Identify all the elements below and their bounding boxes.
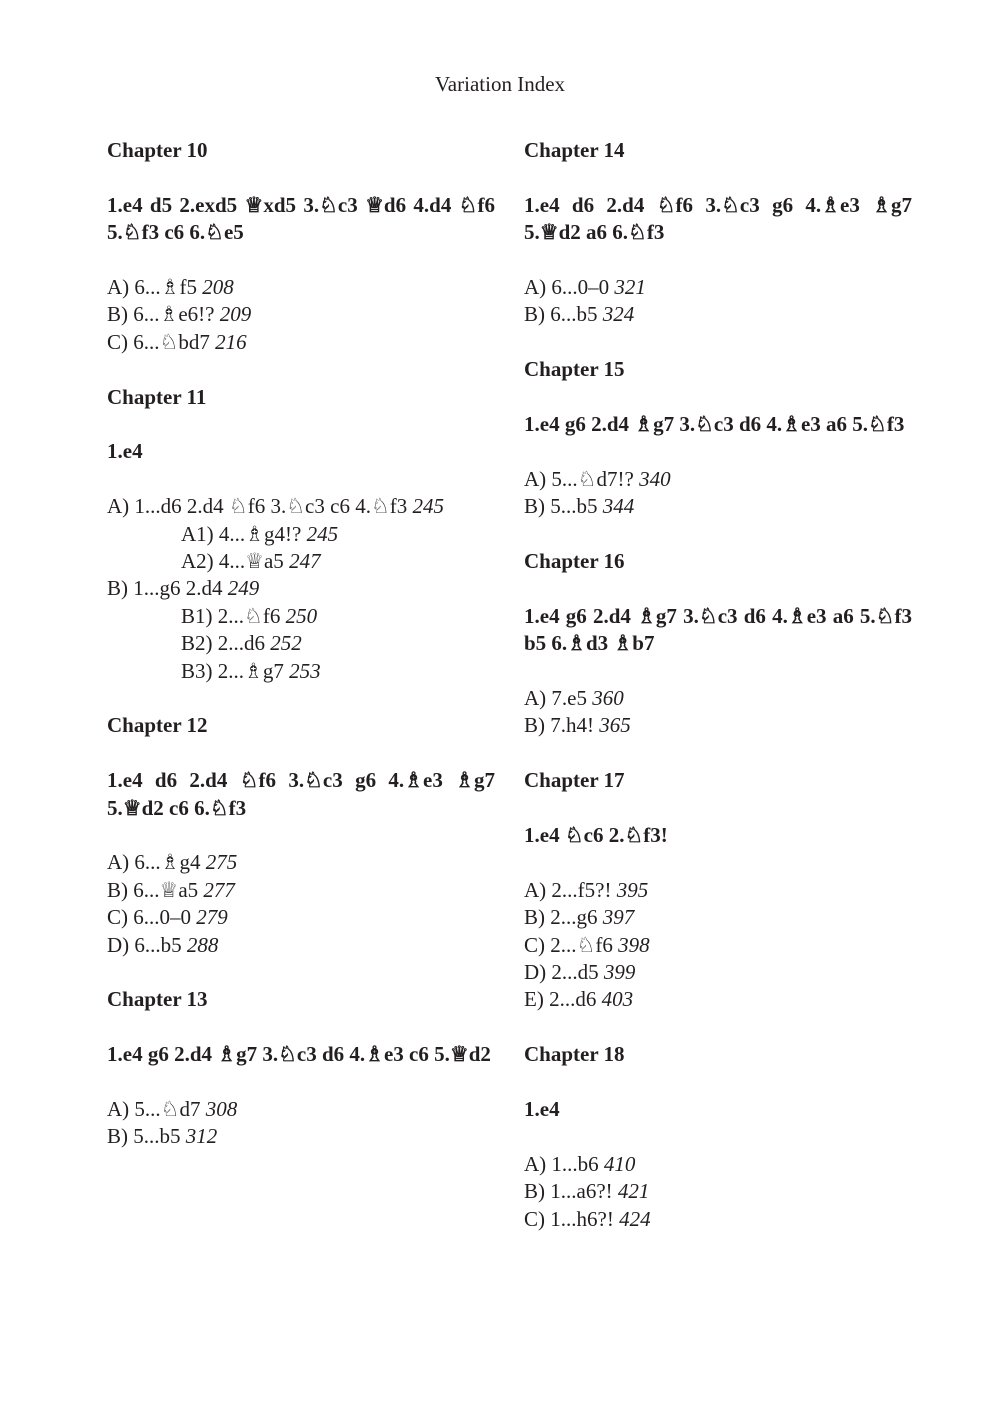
page-number: 403 [601,987,634,1012]
main-line-moves: 1.e4 g6 2.d4 ♗g7 3.♘c3 d6 4.♗e3 c6 5.♕d2 [107,1042,491,1067]
page-number: 250 [285,603,318,628]
variation-moves: A) 7.e5 [524,686,587,710]
page-number: 308 [205,1097,238,1122]
chapter-heading: Chapter 17 [524,768,625,793]
variation-moves: A) 1...b6 [524,1151,599,1176]
variation-moves: A) 6...0–0 [524,275,610,299]
variation-moves: B) 5...b5 [524,494,598,519]
variation-list [524,685,912,740]
variation-entry [107,603,495,630]
variation-moves: B) 5...b5 [107,1124,181,1149]
variation-moves: B) 7.h4! [524,713,594,738]
variation-entry [107,1123,495,1150]
variation-moves: D) 6...b5 [107,932,182,957]
variation-entry [107,274,495,301]
page-number: 245 [412,494,445,519]
chapter-heading: Chapter 11 [107,384,207,409]
variation-entry [107,521,495,548]
chapter-section [107,986,495,1150]
variation-entry [107,493,495,520]
chapter-section [107,712,495,959]
variation-entry [524,1178,912,1205]
page-number: 277 [203,877,235,902]
variation-moves: B) 1...a6?! [524,1179,613,1204]
variation-entry [107,301,495,328]
page-number: 279 [196,905,228,930]
chapter-heading: Chapter 15 [524,357,625,382]
variation-list [107,274,495,356]
variation-entry [107,575,495,602]
chapter-heading: Chapter 16 [524,549,625,573]
main-line-moves: 1.e4 g6 2.d4 ♗g7 3.♘c3 d6 4.♗e3 a6 5.♘f3 b5 6.♗d3 ♗b7 [524,603,912,656]
page-number: 421 [617,1179,650,1204]
variation-moves: B2) 2...d6 [181,631,265,656]
variation-moves: D) 2...d5 [524,960,599,985]
variation-list [107,493,495,685]
page-number: 344 [602,494,635,519]
variation-entry [524,685,912,712]
chapter-section [524,548,912,740]
variation-moves: A) 1...d6 2.d4 ♘f6 3.♘c3 c6 4.♘f3 [107,494,408,519]
page-number: 312 [185,1124,218,1149]
variation-entry [107,658,495,685]
variation-entry [524,904,912,931]
variation-list [524,1151,912,1233]
variation-list [524,466,912,521]
variation-moves: A) 6...♗g4 [107,850,201,875]
variation-entry [107,630,495,657]
variation-moves: A2) 4...♕a5 [181,549,284,574]
variation-moves: B) 6...♗e6!? [107,302,215,327]
variation-moves: B1) 2...♘f6 [181,603,281,628]
right-column [524,137,912,1260]
page-number: 410 [603,1151,636,1176]
variation-list [107,1096,495,1151]
variation-entry [107,904,495,931]
variation-moves: B) 1...g6 2.d4 [107,576,223,601]
page-number: 340 [639,466,671,491]
page-number: 395 [616,877,649,902]
variation-entry [107,548,495,575]
page-number: 324 [602,302,635,327]
page-number: 209 [219,302,252,327]
page-number: 399 [603,960,636,985]
variation-entry [524,712,912,739]
variation-moves: E) 2...d6 [524,987,597,1012]
variation-entry [524,274,912,301]
chapter-section [524,1041,912,1233]
page-number: 247 [289,549,321,574]
main-line-moves: 1.e4 ♘c6 2.♘f3! [524,823,668,847]
variation-entry [107,1096,495,1123]
left-column [107,137,495,1178]
main-line-moves: 1.e4 [524,1097,560,1122]
variation-entry [524,1151,912,1178]
chapter-heading: Chapter 10 [107,138,208,162]
chapter-heading: Chapter 14 [524,138,625,162]
page-number: 253 [289,658,321,683]
variation-entry [107,329,495,356]
variation-moves: B) 6...b5 [524,302,598,327]
page-number: 360 [592,686,624,710]
variation-moves: B) 6...♕a5 [107,877,199,902]
variation-entry [524,466,912,493]
page-number: 249 [227,576,260,601]
variation-entry [107,932,495,959]
page-number: 365 [599,713,631,738]
page-number: 424 [619,1206,651,1231]
variation-list [107,849,495,959]
main-line-moves: 1.e4 d6 2.d4 ♘f6 3.♘c3 g6 4.♗e3 ♗g7 5.♕d2 a6 6.♘f3 [524,192,912,245]
variation-moves: A1) 4...♗g4!? [181,521,302,546]
chapter-section [107,137,495,356]
page-number: 275 [205,850,238,875]
variation-moves: B3) 2...♗g7 [181,658,284,683]
chapter-heading: Chapter 18 [524,1042,625,1067]
variation-moves: A) 6...♗f5 [107,275,197,299]
variation-moves: A) 2...f5?! [524,877,612,902]
chapter-section [524,137,912,329]
page-number: 208 [202,275,234,299]
variation-entry [524,493,912,520]
variation-list [524,877,912,1014]
variation-list [524,274,912,329]
variation-moves: A) 5...♘d7 [107,1097,201,1122]
variation-entry [107,849,495,876]
variation-moves: A) 5...♘d7!? [524,466,634,491]
variation-entry [524,986,912,1013]
chapter-heading: Chapter 12 [107,713,208,738]
chapter-section [107,384,495,685]
page-number: 397 [602,905,635,930]
variation-entry [524,959,912,986]
variation-entry [524,877,912,904]
page-number: 398 [618,932,650,957]
variation-entry [524,1206,912,1233]
page-number: 252 [270,631,302,656]
chapter-section [524,767,912,1014]
main-line-moves: 1.e4 d5 2.exd5 ♕xd5 3.♘c3 ♕d6 4.d4 ♘f6 5.♘f3 c6 6.♘e5 [107,192,495,245]
variation-moves: C) 2...♘f6 [524,932,613,957]
main-line-moves: 1.e4 d6 2.d4 ♘f6 3.♘c3 g6 4.♗e3 ♗g7 5.♕d2 c6 6.♘f3 [107,768,495,820]
main-line-moves: 1.e4 g6 2.d4 ♗g7 3.♘c3 d6 4.♗e3 a6 5.♘f3 [524,412,905,436]
running-title: Variation Index [434,72,566,96]
variation-moves: B) 2...g6 [524,905,598,930]
page-number: 288 [186,932,219,957]
chapter-section [524,356,912,520]
variation-entry [524,301,912,328]
variation-entry [524,932,912,959]
page-number: 245 [306,521,339,546]
variation-moves: C) 6...♘bd7 [107,329,210,354]
chapter-heading: Chapter 13 [107,987,208,1012]
variation-entry [107,877,495,904]
page-number: 321 [614,275,646,299]
page-number: 216 [215,329,247,354]
main-line-moves: 1.e4 [107,439,143,464]
variation-moves: C) 6...0–0 [107,905,191,930]
variation-moves: C) 1...h6?! [524,1206,614,1231]
